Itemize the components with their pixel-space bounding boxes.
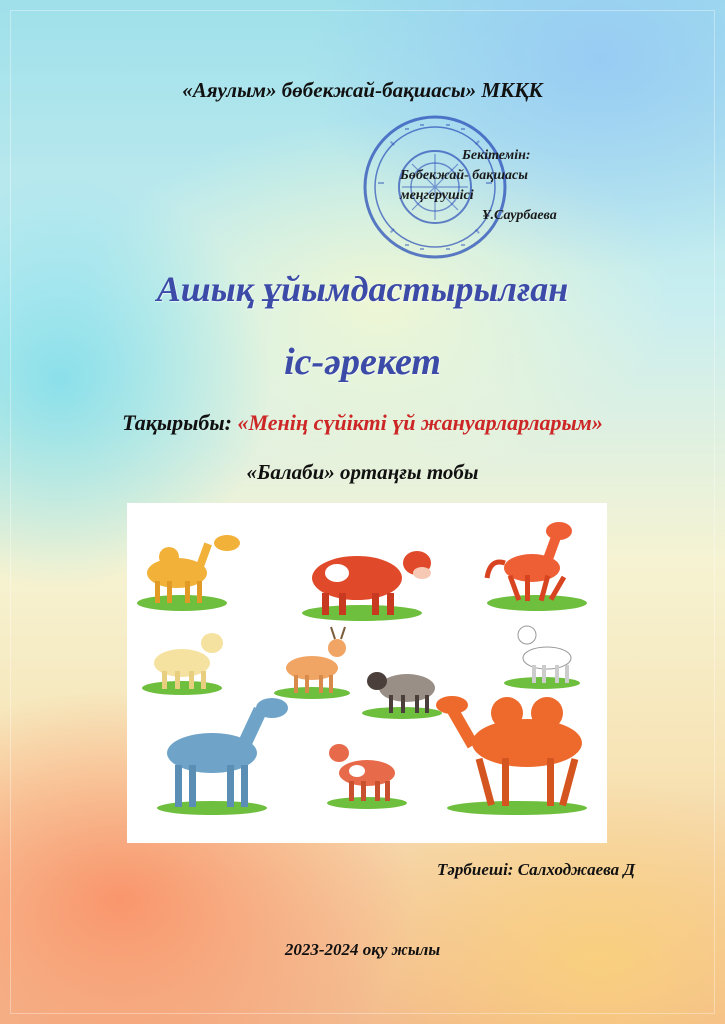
approval-line-1: Бекітемін: bbox=[462, 148, 531, 163]
approval-line-3: меңгерушісі bbox=[400, 188, 474, 203]
approval-signatory: Ұ.Саурбаева bbox=[482, 208, 557, 223]
group-name: «Балаби» ортаңғы тобы bbox=[246, 460, 479, 484]
topic-line bbox=[0, 410, 725, 436]
organization-title: «Аяулым» бөбекжай-бақшасы» МКҚК bbox=[182, 78, 543, 102]
teacher-name: Тәрбиеші: Салходжаева Д bbox=[437, 860, 636, 879]
title-line-2: іс-әрекет bbox=[284, 341, 441, 383]
approval-line-2: Бөбекжай- бақшасы bbox=[400, 168, 528, 183]
academic-year: 2023-2024 оқу жылы bbox=[284, 940, 441, 959]
title-line-1: Ашық ұйымдастырылған bbox=[156, 269, 569, 309]
topic-value: «Менің сүйікті үй жануарларларым» bbox=[237, 410, 603, 435]
animals-illustration bbox=[127, 503, 607, 843]
approval-block bbox=[400, 146, 620, 226]
topic-label: Тақырыбы: bbox=[122, 410, 233, 435]
